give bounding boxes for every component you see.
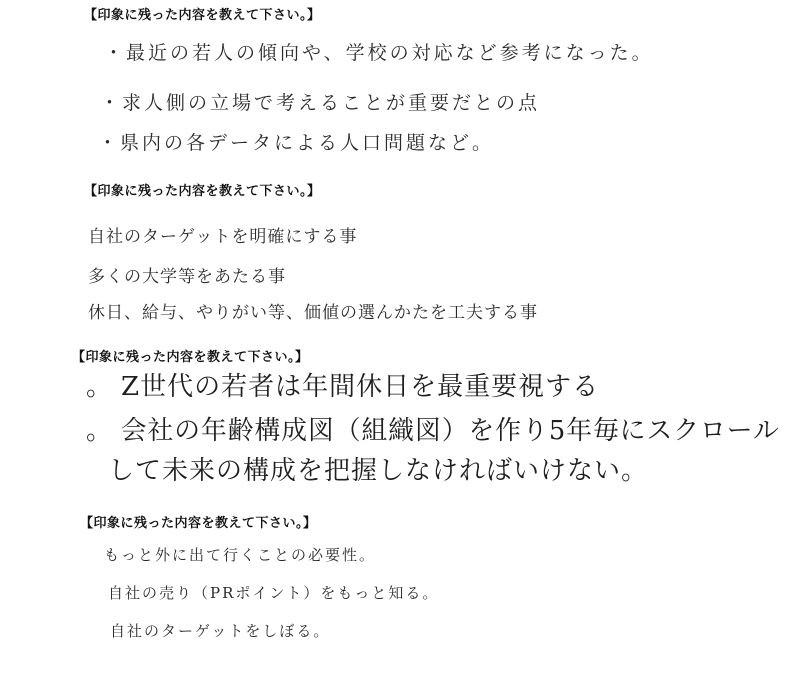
section-3-heading: 【印象に残った内容を教えて下さい。】	[72, 350, 309, 365]
section-3-line-3: して未来の構成を把握しなければいけない。	[108, 456, 649, 486]
section-2-line-2: 多くの大学等をあたる事	[88, 267, 286, 287]
section-1-heading: 【印象に残った内容を教えて下さい。】	[84, 8, 321, 23]
section-3-line-1	[86, 366, 599, 403]
section-3-line-2-text: 会社の年齢構成図（組織図）を作り5年毎にスクロール	[120, 416, 780, 446]
section-1-line-1: ・最近の若人の傾向や、学校の対応など参考になった。	[104, 42, 654, 64]
section-2-line-1: 自社のターゲットを明確にする事	[88, 227, 358, 247]
section-3-line-1-text: Z世代の若者は年間休日を最重要視する	[121, 372, 600, 402]
section-3-bullet-1: 。	[86, 372, 114, 402]
section-2-line-3: 休日、給与、やりがい等、価値の選んかたを工夫する事	[88, 303, 538, 323]
section-3-bullet-2: 。	[86, 416, 113, 446]
section-4-heading: 【印象に残った内容を教えて下さい。】	[80, 516, 317, 531]
section-4-line-3: 自社のターゲットをしぼる。	[110, 622, 331, 640]
section-2-heading: 【印象に残った内容を教えて下さい。】	[84, 184, 321, 199]
section-3-line-2	[86, 410, 780, 447]
section-4-line-2: 自社の売り（PRポイント）をもっと知る。	[108, 584, 440, 602]
section-4-line-1: もっと外に出て行くことの必要性。	[104, 546, 377, 564]
section-1-line-2: ・求人側の立場で考えることが重要だとの点	[100, 92, 541, 114]
section-1-line-3: ・県内の各データによる人口問題など。	[98, 132, 495, 154]
